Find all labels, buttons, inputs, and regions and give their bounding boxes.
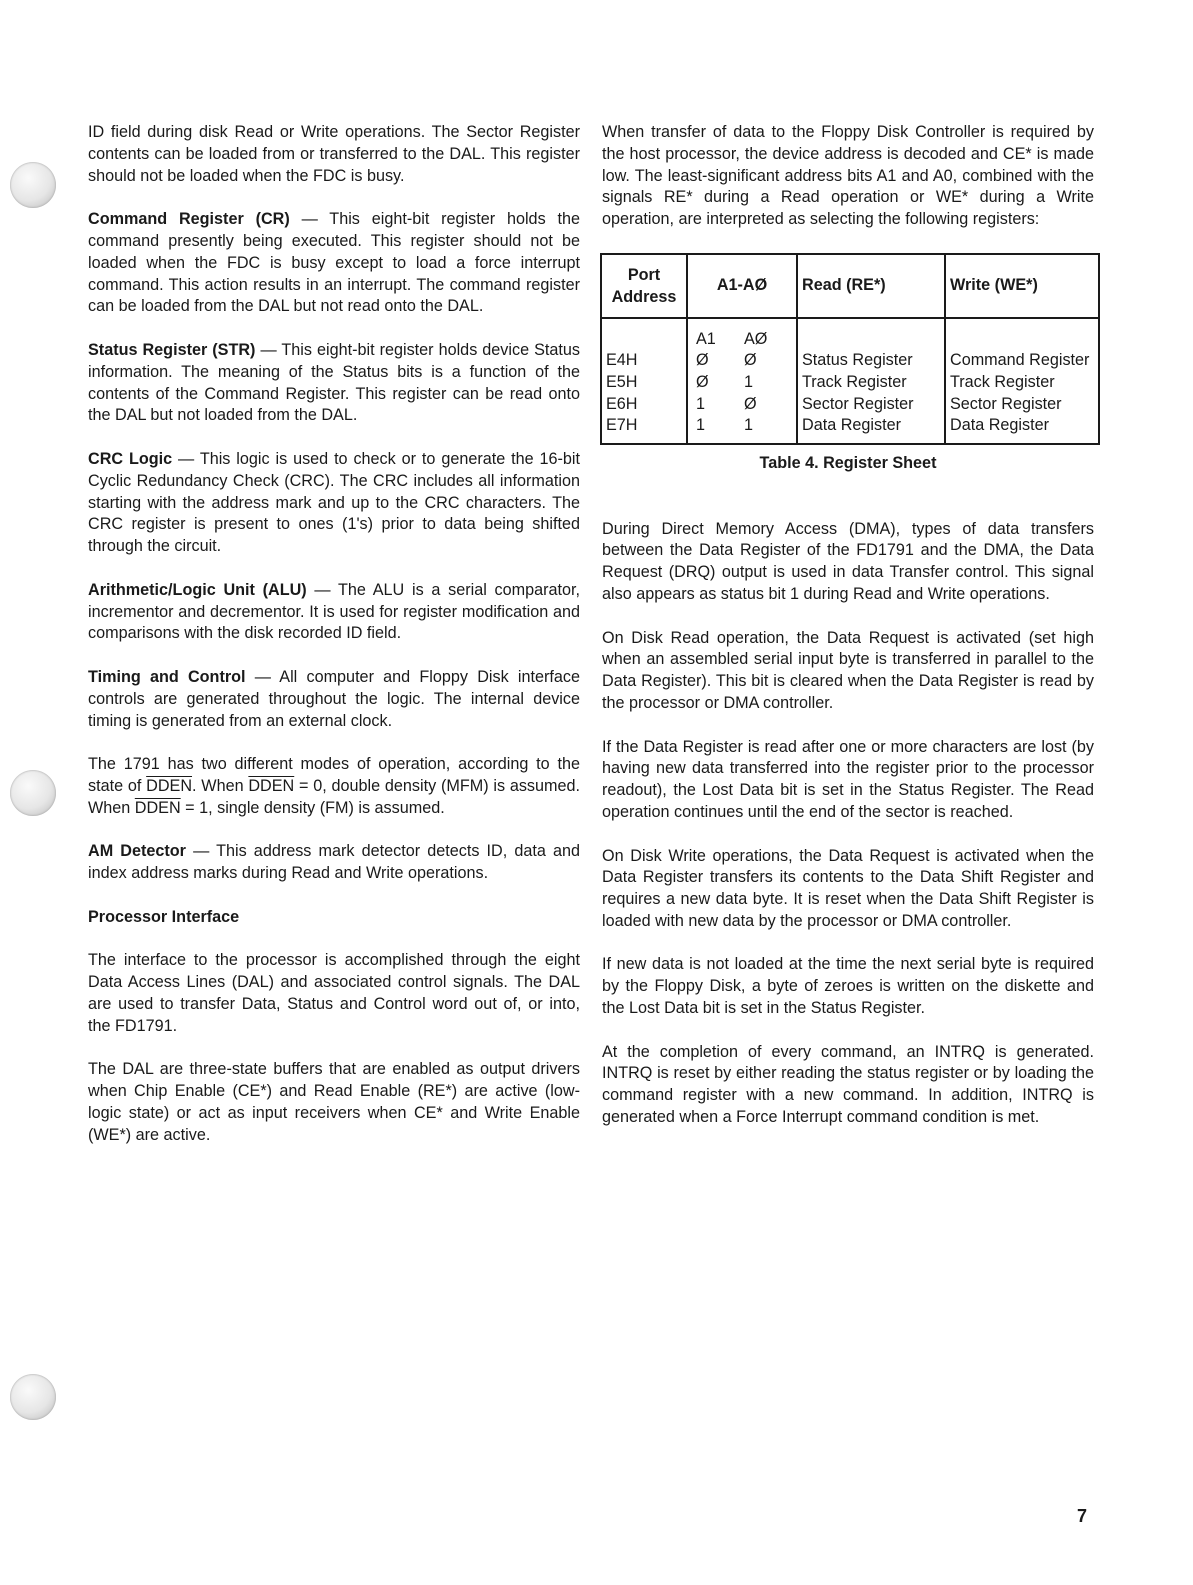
page-number: 7 — [1077, 1506, 1088, 1526]
new-data-paragraph: If new data is not loaded at the time the next serial byte is required by the Floppy Disk, a byte of zeroes is written on the diskette and the Lost Data bit is set in the Status Register. — [602, 955, 1094, 1018]
disk-read-paragraph: On Disk Read operation, the Data Request is activated (set high when an assembled serial input byte is transferred in parallel to the Data Register). This bit is cleared when the Data Register is read by the processor or DMA controller. — [602, 628, 1094, 712]
table-cell: 1 — [744, 416, 754, 435]
table-cell: E7H — [606, 416, 638, 435]
ddn-signal: DDEN — [146, 776, 193, 795]
table-caption: Table 4. Register Sheet — [759, 453, 937, 472]
table-cell: Track Register — [950, 372, 1055, 391]
table-cell: Command Register — [950, 351, 1090, 370]
table-cell: Status Register — [802, 351, 913, 370]
processor-interface-heading: Processor Interface — [88, 907, 240, 926]
status-register-title: Status Register (STR) — [88, 340, 256, 359]
table-cell: Ø — [744, 394, 757, 413]
command-register-title: Command Register (CR) — [88, 210, 290, 229]
table-cell: Ø — [744, 351, 757, 370]
address-bits-column — [687, 318, 797, 444]
table-body — [601, 318, 1099, 444]
punch-hole-bottom — [10, 1374, 56, 1420]
sub-header-a1: A1 — [696, 329, 716, 348]
crc-logic-paragraph — [88, 449, 580, 558]
modes-text-c: = 0, double density (MFM) is assumed. When — [88, 776, 581, 817]
table-cell: E5H — [606, 372, 638, 391]
timing-control-paragraph — [88, 667, 580, 732]
status-register-text: — This eight-bit register holds device Status information. The meaning of the Status bits is a function of the contents of the Command Register. This register can be read onto the DAL but not loaded from the DAL. — [88, 340, 581, 425]
lost-data-paragraph: If the Data Register is read after one or more characters are lost (by having new data transferred into the register prior to the processor readout), the Lost Data bit is set in the Status Register. The Read operation continues until the end of the sector is reached. — [602, 737, 1094, 821]
timing-control-title: Timing and Control — [88, 667, 246, 686]
table-cell: Data Register — [802, 416, 901, 435]
header-write: Write (WE*) — [945, 254, 1099, 318]
processor-interface-paragraph-2: The DAL are three-state buffers that are enabled as output drivers when Chip Enable (CE*) and Read Enable (RE*) are active (low-logic state) or act as input receivers when CE* and Write Enable (WE*) are active. — [88, 1060, 580, 1144]
left-column — [88, 122, 580, 1168]
processor-interface-paragraph-1: The interface to the processor is accomplished through the eight Data Access Lines (DAL) and associated control signals. The DAL are used to transfer Data, Status and Control word out of, or into, the FD1791. — [88, 951, 580, 1035]
modes-text-a: The 1791 has two different modes of operation, according to the state of — [88, 755, 580, 795]
table-cell: E6H — [606, 394, 638, 413]
write-column — [945, 318, 1099, 444]
read-column — [797, 318, 945, 444]
right-column — [602, 122, 1094, 1151]
ddn-signal: DDEN — [248, 776, 295, 795]
modes-text-b: . When — [192, 776, 249, 795]
punch-hole-middle — [10, 770, 56, 816]
modes-text-d: = 1, single density (FM) is assumed. — [180, 798, 445, 817]
alu-title: Arithmetic/Logic Unit (ALU) — [88, 580, 307, 599]
timing-control-text: — All computer and Floppy Disk interface controls are generated throughout the logic. The internal device timing is generated from an external clock. — [88, 667, 580, 730]
status-register-paragraph — [88, 340, 580, 427]
ddn-signal: DDEN — [134, 798, 181, 817]
table-cell: Ø — [696, 351, 709, 370]
table-header-row — [601, 254, 1099, 318]
table-cell: Data Register — [950, 416, 1049, 435]
table-cell: 1 — [696, 416, 706, 435]
am-detector-text: — This address mark detector detects ID, data and index address marks during Read and Write operations. — [88, 842, 580, 883]
table-cell: Sector Register — [950, 394, 1062, 413]
table-cell: E4H — [606, 351, 638, 370]
sub-header-a0: AØ — [744, 329, 768, 348]
command-register-text: — This eight-bit register holds the command presently being executed. This register should not be loaded when the FDC is busy except to load a force interrupt command. This action results in an interrupt. The command register can be loaded from the DAL but not read onto the DAL. — [88, 210, 580, 316]
am-detector-title: AM Detector — [88, 842, 186, 861]
modes-paragraph — [88, 754, 580, 819]
register-selection-intro: When transfer of data to the Floppy Disk Controller is required by the host processor, the device address is decoded and CE* is made low. The least-significant address bits A1 and A0, combined with the signals RE* during a Read operation or WE* during a Write operation, are interpreted as selecting the following registers: — [602, 123, 1094, 229]
alu-text: — The ALU is a serial comparator, incrementor and decrementor. It is used for register modification and comparisons with the disk recorded ID field. — [88, 580, 580, 643]
table-cell: Ø — [696, 372, 709, 391]
punch-hole-top — [10, 162, 56, 208]
table-cell: Sector Register — [802, 394, 914, 413]
port-column — [601, 318, 687, 444]
table-cell: 1 — [696, 394, 706, 413]
crc-logic-title: CRC Logic — [88, 449, 173, 468]
table-cell: Track Register — [802, 372, 907, 391]
am-detector-paragraph — [88, 841, 580, 885]
header-read: Read (RE*) — [797, 254, 945, 318]
header-a1-a0: A1-AØ — [687, 254, 797, 318]
header-port-address: Port Address — [601, 254, 687, 318]
crc-logic-text: — This logic is used to check or to generate the 16-bit Cyclic Redundancy Check (CRC). The CRC includes all information starting with the address mark and up to the CRC characters. The CRC register is present to ones (1's) prior to data being shifted through the circuit. — [88, 449, 581, 556]
disk-write-paragraph: On Disk Write operations, the Data Request is activated when the Data Register transfers its contents to the Data Shift Register and requires a new data byte. It is reset when the Data Shift Register is loaded with new data by the processor or DMA controller. — [602, 846, 1094, 930]
table-cell: 1 — [744, 372, 754, 391]
command-register-paragraph — [88, 209, 580, 318]
sector-register-continuation: ID field during disk Read or Write operations. The Sector Register contents can be loaded from or transferred to the DAL. This register should not be loaded when the FDC is busy. — [88, 123, 580, 185]
intrq-paragraph: At the completion of every command, an INTRQ is generated. INTRQ is reset by either reading the status register or by loading the command register with a new command. In addition, INTRQ is generated when a Force Interrupt command condition is met. — [602, 1042, 1094, 1127]
alu-paragraph — [88, 580, 580, 645]
register-sheet-table — [600, 253, 1100, 445]
dma-paragraph: During Direct Memory Access (DMA), types of data transfers between the Data Register of the FD1791 and the DMA, the Data Request (DRQ) output is used in data Transfer control. This signal also appears as status bit 1 during Read and Write operations. — [602, 519, 1094, 603]
